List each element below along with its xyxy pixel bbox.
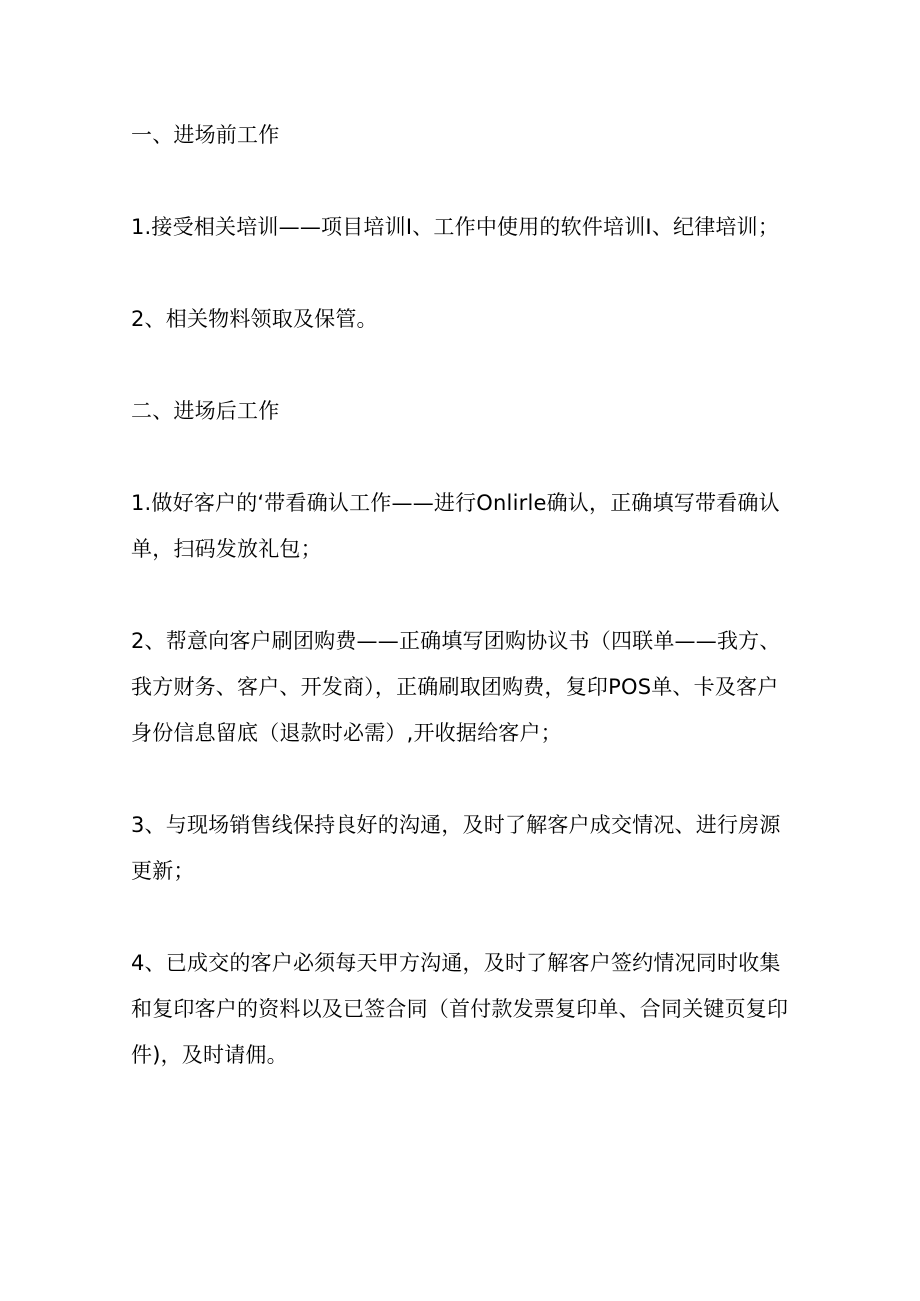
document-body bbox=[131, 112, 791, 1078]
list-item-closed-clients: 4、已成交的客户必须每天甲方沟通，及时了解客户签约情况同时收集和复印客户的资料以及已签合同（首付款发票复印单、合同关键页复印件)，及时请佣。 bbox=[131, 951, 789, 1067]
list-item-group-purchase-fee: 2、帮意向客户刷团购费——正确填写团购协议书（四联单——我方、我方财务、客户、开发商），正确刷取团购费，复印POS单、卡及客户身份信息留底（退款时必需）,开收据给客户； bbox=[131, 629, 781, 745]
list-item-training: 1.接受相关培训——项目培训I、工作中使用的软件培训I、纪律培训； bbox=[131, 215, 780, 239]
list-item-viewing-confirmation: 1.做好客户的‘带看确认工作——进行Onlirle确认，正确填写带看确认单，扫码发放礼包； bbox=[131, 491, 780, 561]
list-item-materials: 2、相关物料领取及保管。 bbox=[131, 307, 378, 331]
section-heading-post-entry: 二、进场后工作 bbox=[131, 399, 280, 423]
list-item-sales-communication: 3、与现场销售线保持良好的沟通，及时了解客户成交情况、进行房源更新； bbox=[131, 813, 781, 883]
section-heading-pre-entry: 一、进场前工作 bbox=[131, 123, 280, 147]
